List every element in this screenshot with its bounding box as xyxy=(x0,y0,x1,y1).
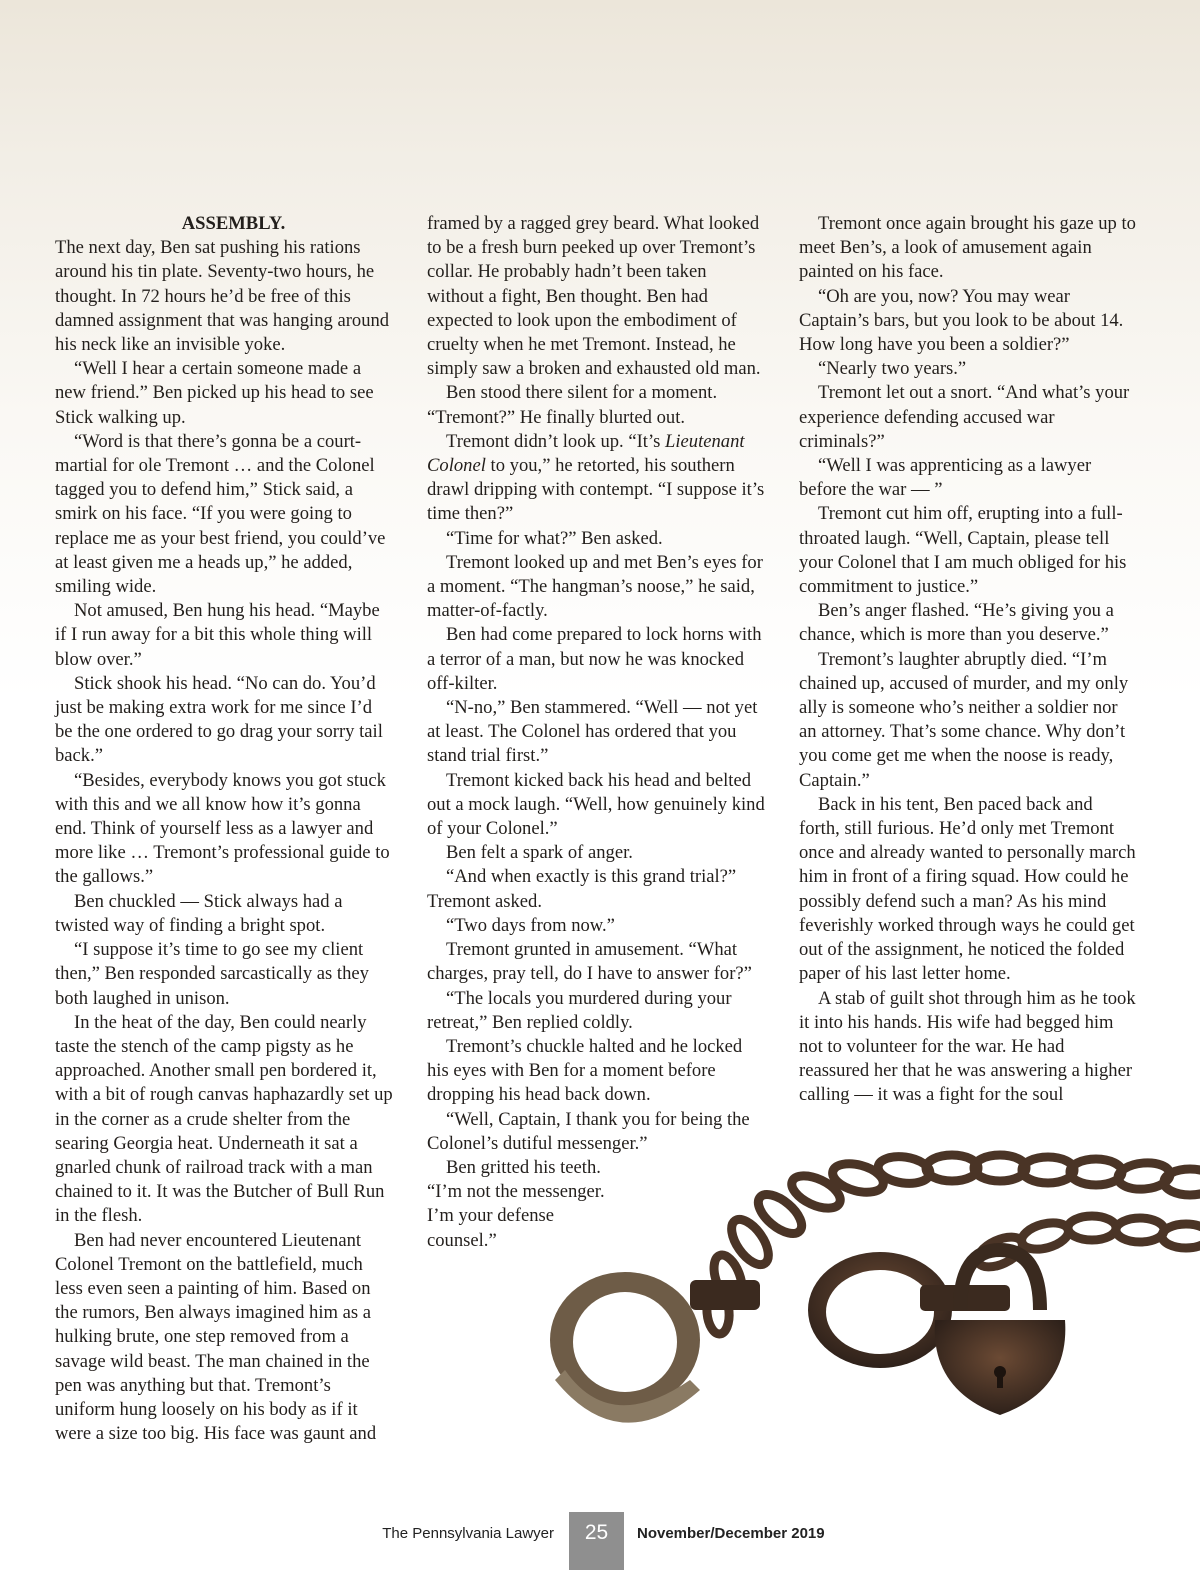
paragraph: Tremont kicked back his head and belted out a mock laugh. “Well, how genuinely kind of your Colonel.” xyxy=(427,769,765,840)
paragraph: Ben’s anger flashed. “He’s giving you a chance, which is more than you deserve.” xyxy=(799,600,1114,646)
paragraph: Tremont let out a snort. “And what’s your experience defending accused war criminals?” xyxy=(799,382,1130,452)
text-span: Tremont didn’t look up. “It’s xyxy=(446,430,666,452)
paragraph: framed by a ragged grey beard. What looked to be a fresh burn peeked up over Tremont’s collar. He probably hadn’t been taken without a fight, Ben thought. Ben had expected to look upon the embodiment of cruelty when he met Tremont. Instead, he simply saw a broken and exhausted old man. xyxy=(427,213,761,380)
paragraph: Tremont’s chuckle halted and he locked his eyes with Ben for a moment before dropping his head back down. xyxy=(427,1035,743,1106)
paragraph: “Besides, everybody knows you got stuck with this and we all know how it’s gonna end. Think of yourself less as a lawyer and more like … Tremont’s professional guide to the gallows.” xyxy=(55,769,390,888)
paragraph: “Well I was apprenticing as a lawyer before the war — ” xyxy=(799,455,1092,501)
text-span: to you,” he retorted, his southern drawl dripping with contempt. “I suppose it’s time then?” xyxy=(427,455,765,525)
paragraph: “I suppose it’s time to go see my client then,” Ben responded sarcastically as they both laughed in unison. xyxy=(55,939,369,1009)
paragraph: A stab of guilt shot through him as he took it into his hands. His wife had begged him not to volunteer for the war. He had reassured her that he was answering a higher calling — it was a fight for the soul xyxy=(799,987,1136,1106)
paragraph: Tremont looked up and met Ben’s eyes for a moment. “The hangman’s noose,” he said, matter-of-factly. xyxy=(427,551,763,622)
publication-name: The Pennsylvania Lawyer xyxy=(382,1525,554,1542)
section-heading: ASSEMBLY. xyxy=(181,213,286,234)
paragraph: “Well, Captain, I thank you for being the Colonel’s dutiful messenger.” xyxy=(427,1108,750,1154)
paragraph: Tremont cut him off, erupting into a full-throated laugh. “Well, Captain, please tell your Colonel that I am much obliged for his commitment to justice.” xyxy=(799,503,1127,598)
paragraph: Ben gritted his teeth. “I’m not the messenger. I’m your defense counsel.” xyxy=(427,1156,605,1251)
issue-date: November/December 2019 xyxy=(637,1525,825,1542)
paragraph: Tremont once again brought his gaze up to meet Ben’s, a look of amusement again painted on his face. xyxy=(799,213,1136,283)
paragraph: Ben had never encountered Lieutenant Colonel Tremont on the battlefield, much less even seen a painting of him. Based on the rumors, Ben always imagined him as a hulking brute, one step removed from a savage wild beast. The man chained in the pen was anything but that. Tremont’s uniform hung loosely on his body as if it were a size too big. His face was gaunt and xyxy=(55,1229,377,1445)
text-column-3 xyxy=(799,212,1137,1108)
paragraph: Ben stood there silent for a moment. “Tremont?” He finally blurted out. xyxy=(427,382,718,428)
paragraph: “Oh are you, now? You may wear Captain’s bars, but you look to be about 14. How long have you been a soldier?” xyxy=(799,285,1124,356)
paragraph: Ben felt a spark of anger. xyxy=(446,842,633,864)
paragraph: “Well I hear a certain someone made a new friend.” Ben picked up his head to see Stick walking up. xyxy=(55,358,374,428)
paragraph: Not amused, Ben hung his head. “Maybe if I run away for a bit this whole thing will blow over.” xyxy=(55,600,380,670)
paragraph: “Word is that there’s gonna be a court-martial for ole Tremont … and the Colonel tagged you to defend him,” Stick said, a smirk on his face. “If you were going to replace me as your best friend, you could’ve at least given me a heads up,” he added, smiling wide. xyxy=(55,430,386,598)
paragraph xyxy=(427,430,765,527)
paragraph: In the heat of the day, Ben could nearly taste the stench of the camp pigsty as he approached. Another small pen bordered it, with a bit of rough canvas haphazardly set up in the corner as a crude shelter from the searing Georgia heat. Underneath it sat a gnarled chunk of railroad track with a man chained to it. It was the Butcher of Bull Run in the flesh. xyxy=(55,1011,393,1227)
italic-rank: Lieutenant Colonel xyxy=(427,430,745,477)
paragraph: “N-no,” Ben stammered. “Well — not yet at least. The Colonel has ordered that you stand trial first.” xyxy=(427,697,758,767)
rusty-shackles-image xyxy=(540,1140,1200,1470)
paragraph: Tremont’s laughter abruptly died. “I’m chained up, accused of murder, and my only ally is someone who’s neither a soldier nor an attorney. That’s some chance. Why don’t you come get me when the noose is ready, Captain.” xyxy=(799,648,1129,791)
paragraph: “Two days from now.” xyxy=(446,914,615,936)
paragraph: The next day, Ben sat pushing his rations around his tin plate. Seventy-two hours, he thought. In 72 hours he’d be free of this damned assignment that was hanging around his neck like an invisible yoke. xyxy=(55,237,390,356)
paragraph: “The locals you murdered during your retreat,” Ben replied coldly. xyxy=(427,987,732,1033)
paragraph: Stick shook his head. “No can do. You’d just be making extra work for me since I’d be the one ordered to go drag your sorry tail back.” xyxy=(55,672,383,767)
text-column-1 xyxy=(55,212,393,1446)
paragraph: Ben had come prepared to lock horns with a terror of a man, but now he was knocked off-kilter. xyxy=(427,624,762,694)
page-footer xyxy=(0,1512,1200,1570)
paragraph: Ben chuckled — Stick always had a twisted way of finding a bright spot. xyxy=(55,890,343,936)
paragraph: Tremont grunted in amusement. “What charges, pray tell, do I have to answer for?” xyxy=(427,939,752,985)
paragraph: “Time for what?” Ben asked. xyxy=(446,527,663,549)
paragraph: Back in his tent, Ben paced back and forth, still furious. He’d only met Tremont once and already wanted to personally march him in front of a firing squad. How could he possibly defend such a man? As his mind feverishly worked through ways he could get out of the assignment, he noticed the folded paper of his last letter home. xyxy=(799,793,1136,985)
page-number: 25 xyxy=(569,1512,624,1570)
text-column-2 xyxy=(427,212,765,1253)
paragraph: “And when exactly is this grand trial?” Tremont asked. xyxy=(427,866,737,912)
paragraph: “Nearly two years.” xyxy=(818,358,967,380)
